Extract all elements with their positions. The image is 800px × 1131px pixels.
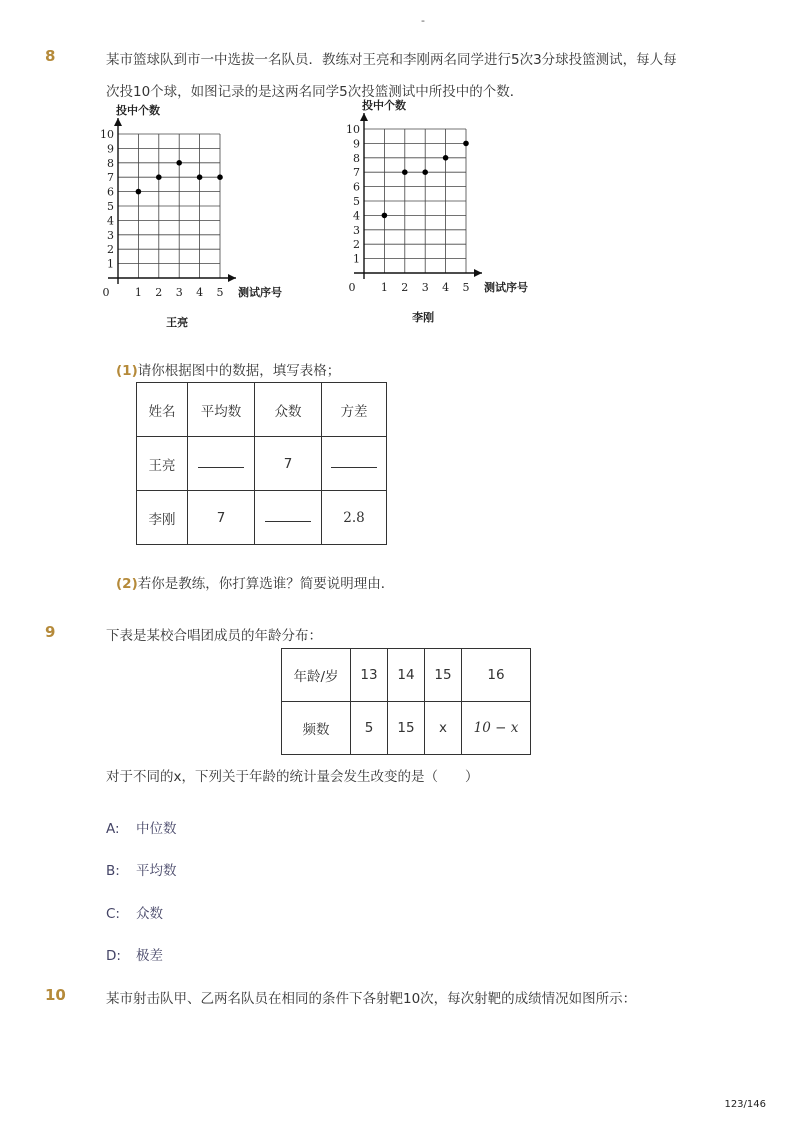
x-tick-label: 2	[155, 286, 163, 299]
x-axis-arrow-icon	[474, 269, 482, 277]
option-letter: B:	[106, 863, 120, 879]
y-tick-label: 6	[107, 185, 114, 199]
x-tick-label: 1	[134, 286, 142, 299]
option-letter: D:	[106, 948, 121, 964]
x-tick-label: 2	[401, 281, 409, 294]
table-header-cell: 平均数	[188, 383, 255, 437]
x-tick-label: 4	[442, 281, 450, 294]
data-point	[136, 189, 142, 195]
y-tick-label: 2	[107, 243, 114, 257]
table-row	[282, 702, 531, 755]
data-point	[463, 141, 469, 147]
q8-sub1	[116, 359, 340, 379]
data-point	[176, 160, 182, 166]
y-tick-label: 4	[107, 214, 114, 228]
x-tick-label: 5	[216, 286, 224, 299]
table-cell: 13	[351, 649, 388, 702]
table-cell: 频数	[282, 702, 351, 755]
q8-text-line1: 某市篮球队到市一中选拔一名队员．教练对王亮和李刚两名同学进行5次3分球投篮测试，每人每	[106, 52, 677, 68]
table-cell: 16	[462, 649, 531, 702]
table-header-cell: 众数	[255, 383, 322, 437]
header-mark: -	[421, 14, 425, 27]
data-point	[217, 174, 223, 180]
option-letter: A:	[106, 821, 120, 837]
q8-text-line2: 次投10个球，如图记录的是这两名同学5次投篮测试中所投中的个数．	[106, 84, 524, 100]
table-cell: 2.8	[322, 491, 387, 545]
q8-sub1-text: 请你根据图中的数据，填写表格；	[137, 363, 341, 379]
y-tick-label: 3	[353, 223, 360, 237]
table-cell: 15	[425, 649, 462, 702]
data-point	[422, 169, 428, 175]
x-tick-label: 5	[462, 281, 470, 294]
data-point	[156, 174, 162, 180]
option-text: 众数	[136, 906, 163, 922]
table-row	[137, 437, 387, 491]
q9-age-table	[281, 648, 531, 755]
origin-label: 0	[102, 286, 110, 299]
y-axis-arrow-icon	[360, 113, 368, 121]
y-axis-label: 投中个数	[362, 99, 406, 112]
y-axis-arrow-icon	[114, 118, 122, 126]
x-axis-label: 测试序号	[238, 286, 282, 299]
option-d[interactable]	[106, 944, 163, 964]
option-b[interactable]	[106, 859, 177, 879]
y-tick-label: 7	[353, 166, 360, 180]
table-cell: x	[425, 702, 462, 755]
y-tick-label: 7	[107, 171, 114, 185]
y-tick-label: 5	[353, 195, 360, 208]
y-tick-label: 5	[107, 200, 114, 213]
option-c[interactable]	[106, 902, 163, 922]
table-row	[137, 491, 387, 545]
table-cell: 年龄/岁	[282, 649, 351, 702]
table-cell: 7	[255, 437, 322, 491]
y-tick-label: 4	[353, 209, 360, 223]
y-tick-label: 6	[353, 180, 360, 194]
y-tick-label: 9	[107, 142, 114, 156]
data-point	[402, 169, 408, 175]
table-cell: 5	[351, 702, 388, 755]
q8-sub2-text: 若你是教练，你打算选谁？简要说明理由．	[137, 576, 395, 592]
y-tick-label: 3	[107, 228, 114, 242]
table-cell: 10 − x	[462, 702, 531, 755]
option-text: 极差	[136, 948, 163, 964]
q9-question: 对于不同的x，下列关于年龄的统计量会发生改变的是（ ）	[106, 769, 479, 785]
question-number-10: 10	[45, 986, 66, 1004]
answer-blank[interactable]	[322, 437, 387, 491]
y-tick-label: 10	[100, 128, 114, 141]
answer-blank[interactable]	[188, 437, 255, 491]
table-cell: 14	[388, 649, 425, 702]
answer-blank[interactable]	[255, 491, 322, 545]
x-tick-label: 3	[175, 286, 183, 299]
q8-sub2-number: (2)	[116, 576, 138, 592]
chart-wang-liang	[90, 100, 320, 340]
data-point	[443, 155, 449, 161]
y-tick-label: 10	[346, 123, 360, 136]
table-header-cell: 方差	[322, 383, 387, 437]
y-tick-label: 2	[353, 238, 360, 252]
chart-caption: 李刚	[412, 311, 435, 324]
option-text: 中位数	[136, 821, 177, 837]
table-cell: 7	[188, 491, 255, 545]
table-row	[137, 383, 387, 437]
x-tick-label: 1	[380, 281, 388, 294]
page-number: 123/146	[724, 1099, 766, 1110]
q8-stats-table	[136, 382, 387, 545]
chart-caption: 王亮	[166, 316, 189, 329]
data-point	[197, 174, 203, 180]
y-tick-label: 8	[107, 156, 114, 170]
x-tick-label: 4	[196, 286, 204, 299]
table-row	[282, 649, 531, 702]
q10-text: 某市射击队甲、乙两名队员在相同的条件下各射靶10次，每次射靶的成绩情况如图所示：	[106, 991, 637, 1007]
q9-intro: 下表是某校合唱团成员的年龄分布：	[106, 628, 322, 644]
x-axis-label: 测试序号	[484, 281, 528, 294]
data-point	[382, 213, 388, 219]
q8-sub2	[116, 572, 394, 592]
table-cell: 王亮	[137, 437, 188, 491]
origin-label: 0	[348, 281, 356, 294]
option-text: 平均数	[136, 863, 177, 879]
x-tick-label: 3	[421, 281, 429, 294]
question-number-9: 9	[45, 623, 56, 641]
table-header-cell: 姓名	[137, 383, 188, 437]
q8-sub1-number: (1)	[116, 363, 138, 379]
y-tick-label: 1	[353, 252, 360, 266]
question-number-8: 8	[45, 47, 56, 65]
y-tick-label: 1	[107, 257, 114, 271]
chart-li-gang	[336, 95, 566, 335]
table-cell: 15	[388, 702, 425, 755]
option-a[interactable]	[106, 817, 177, 837]
y-axis-label: 投中个数	[116, 104, 160, 117]
y-tick-label: 9	[353, 137, 360, 151]
option-letter: C:	[106, 906, 120, 922]
x-axis-arrow-icon	[228, 274, 236, 282]
y-tick-label: 8	[353, 151, 360, 165]
table-cell: 李刚	[137, 491, 188, 545]
